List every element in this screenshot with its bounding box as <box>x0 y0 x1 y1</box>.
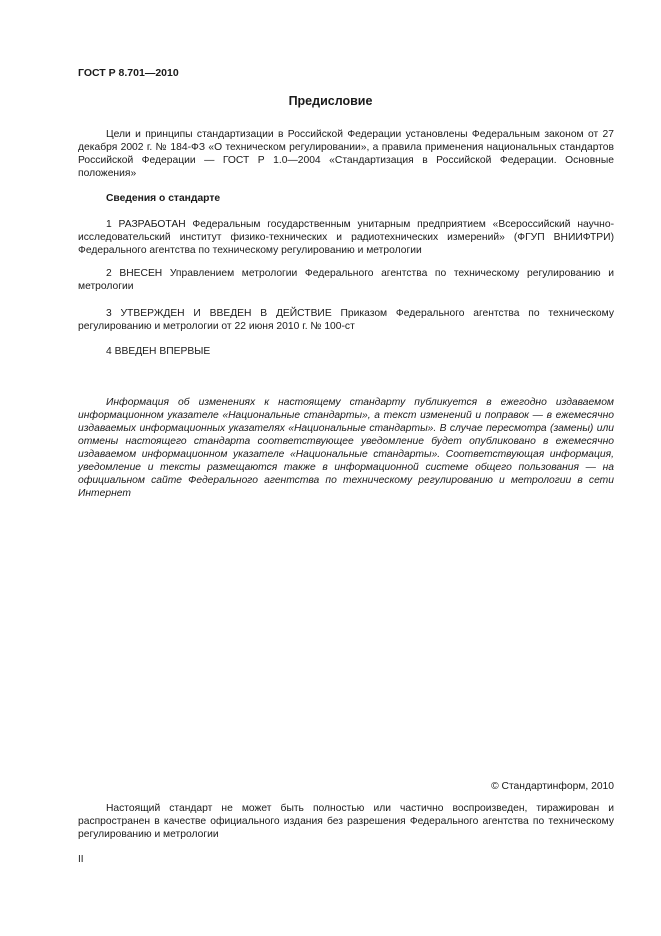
section-heading-block <box>78 192 614 205</box>
reproduction-notice: Настоящий стандарт не может быть полностью или частично воспроизведен, тиражирован и распространен в качестве официального издания без разрешения Федерального агентства по техническому регулированию и метрологии <box>78 803 614 840</box>
item-1-block <box>78 218 614 257</box>
page-title: Предисловие <box>288 94 373 108</box>
intro-section <box>78 128 614 180</box>
standard-info-item-4: 4 ВВЕДЕН ВПЕРВЫЕ <box>106 346 211 357</box>
standard-code-header: ГОСТ Р 8.701—2010 <box>78 67 179 79</box>
item-2-block <box>78 267 614 293</box>
standard-info-item-3: 3 УТВЕРЖДЕН И ВВЕДЕН В ДЕЙСТВИЕ Приказом Федерального агентства по техническому регулированию и метрологии от 22 июня 2010 г. № 100-ст <box>78 308 614 332</box>
intro-paragraph: Цели и принципы стандартизации в Российской Федерации установлены Федеральным законом от 27 декабря 2002 г. № 184-ФЗ «О техническом регулировании», а правила применения национальных стандартов Российской Федерации — ГОСТ Р 1.0—2004 «Стандартизация в Российской Федерации. Основные положения» <box>78 129 614 179</box>
item-4-block <box>78 345 614 358</box>
standard-info-item-1: 1 РАЗРАБОТАН Федеральным государственным унитарным предприятием «Всероссийский научно-исследовательский институт физико-технических и радиотехнических измерений» (ФГУП ВНИИФТРИ) Федерального агентства по техническому регулированию и метрологии <box>78 219 614 256</box>
reproduction-notice-block <box>78 802 614 841</box>
italic-notice-block <box>78 396 614 500</box>
section-heading: Сведения о стандарте <box>106 193 221 204</box>
copyright-line: © Стандартинформ, 2010 <box>491 781 614 792</box>
standard-info-item-2: 2 ВНЕСЕН Управлением метрологии Федерального агентства по техническому регулированию и метрологии <box>78 268 614 292</box>
page-number: II <box>78 854 84 865</box>
item-3-block <box>78 307 614 333</box>
amendments-notice: Информация об изменениях к настоящему стандарту публикуется в ежегодно издаваемом информационном указателе «Национальные стандарты», а текст изменений и поправок — в ежемесячно издаваемых информационных указателях «Национальные стандарты». В случае пересмотра (замены) или отмены настоящего стандарта соответствующее уведомление будет опубликовано в ежемесячно издаваемом информационном указателе «Национальные стандарты». Соответствующая информация, уведомление и тексты размещаются также в информационной системе общего пользования — на официальном сайте Федерального агентства по техническому регулированию и метрологии в сети Интернет <box>78 397 614 499</box>
